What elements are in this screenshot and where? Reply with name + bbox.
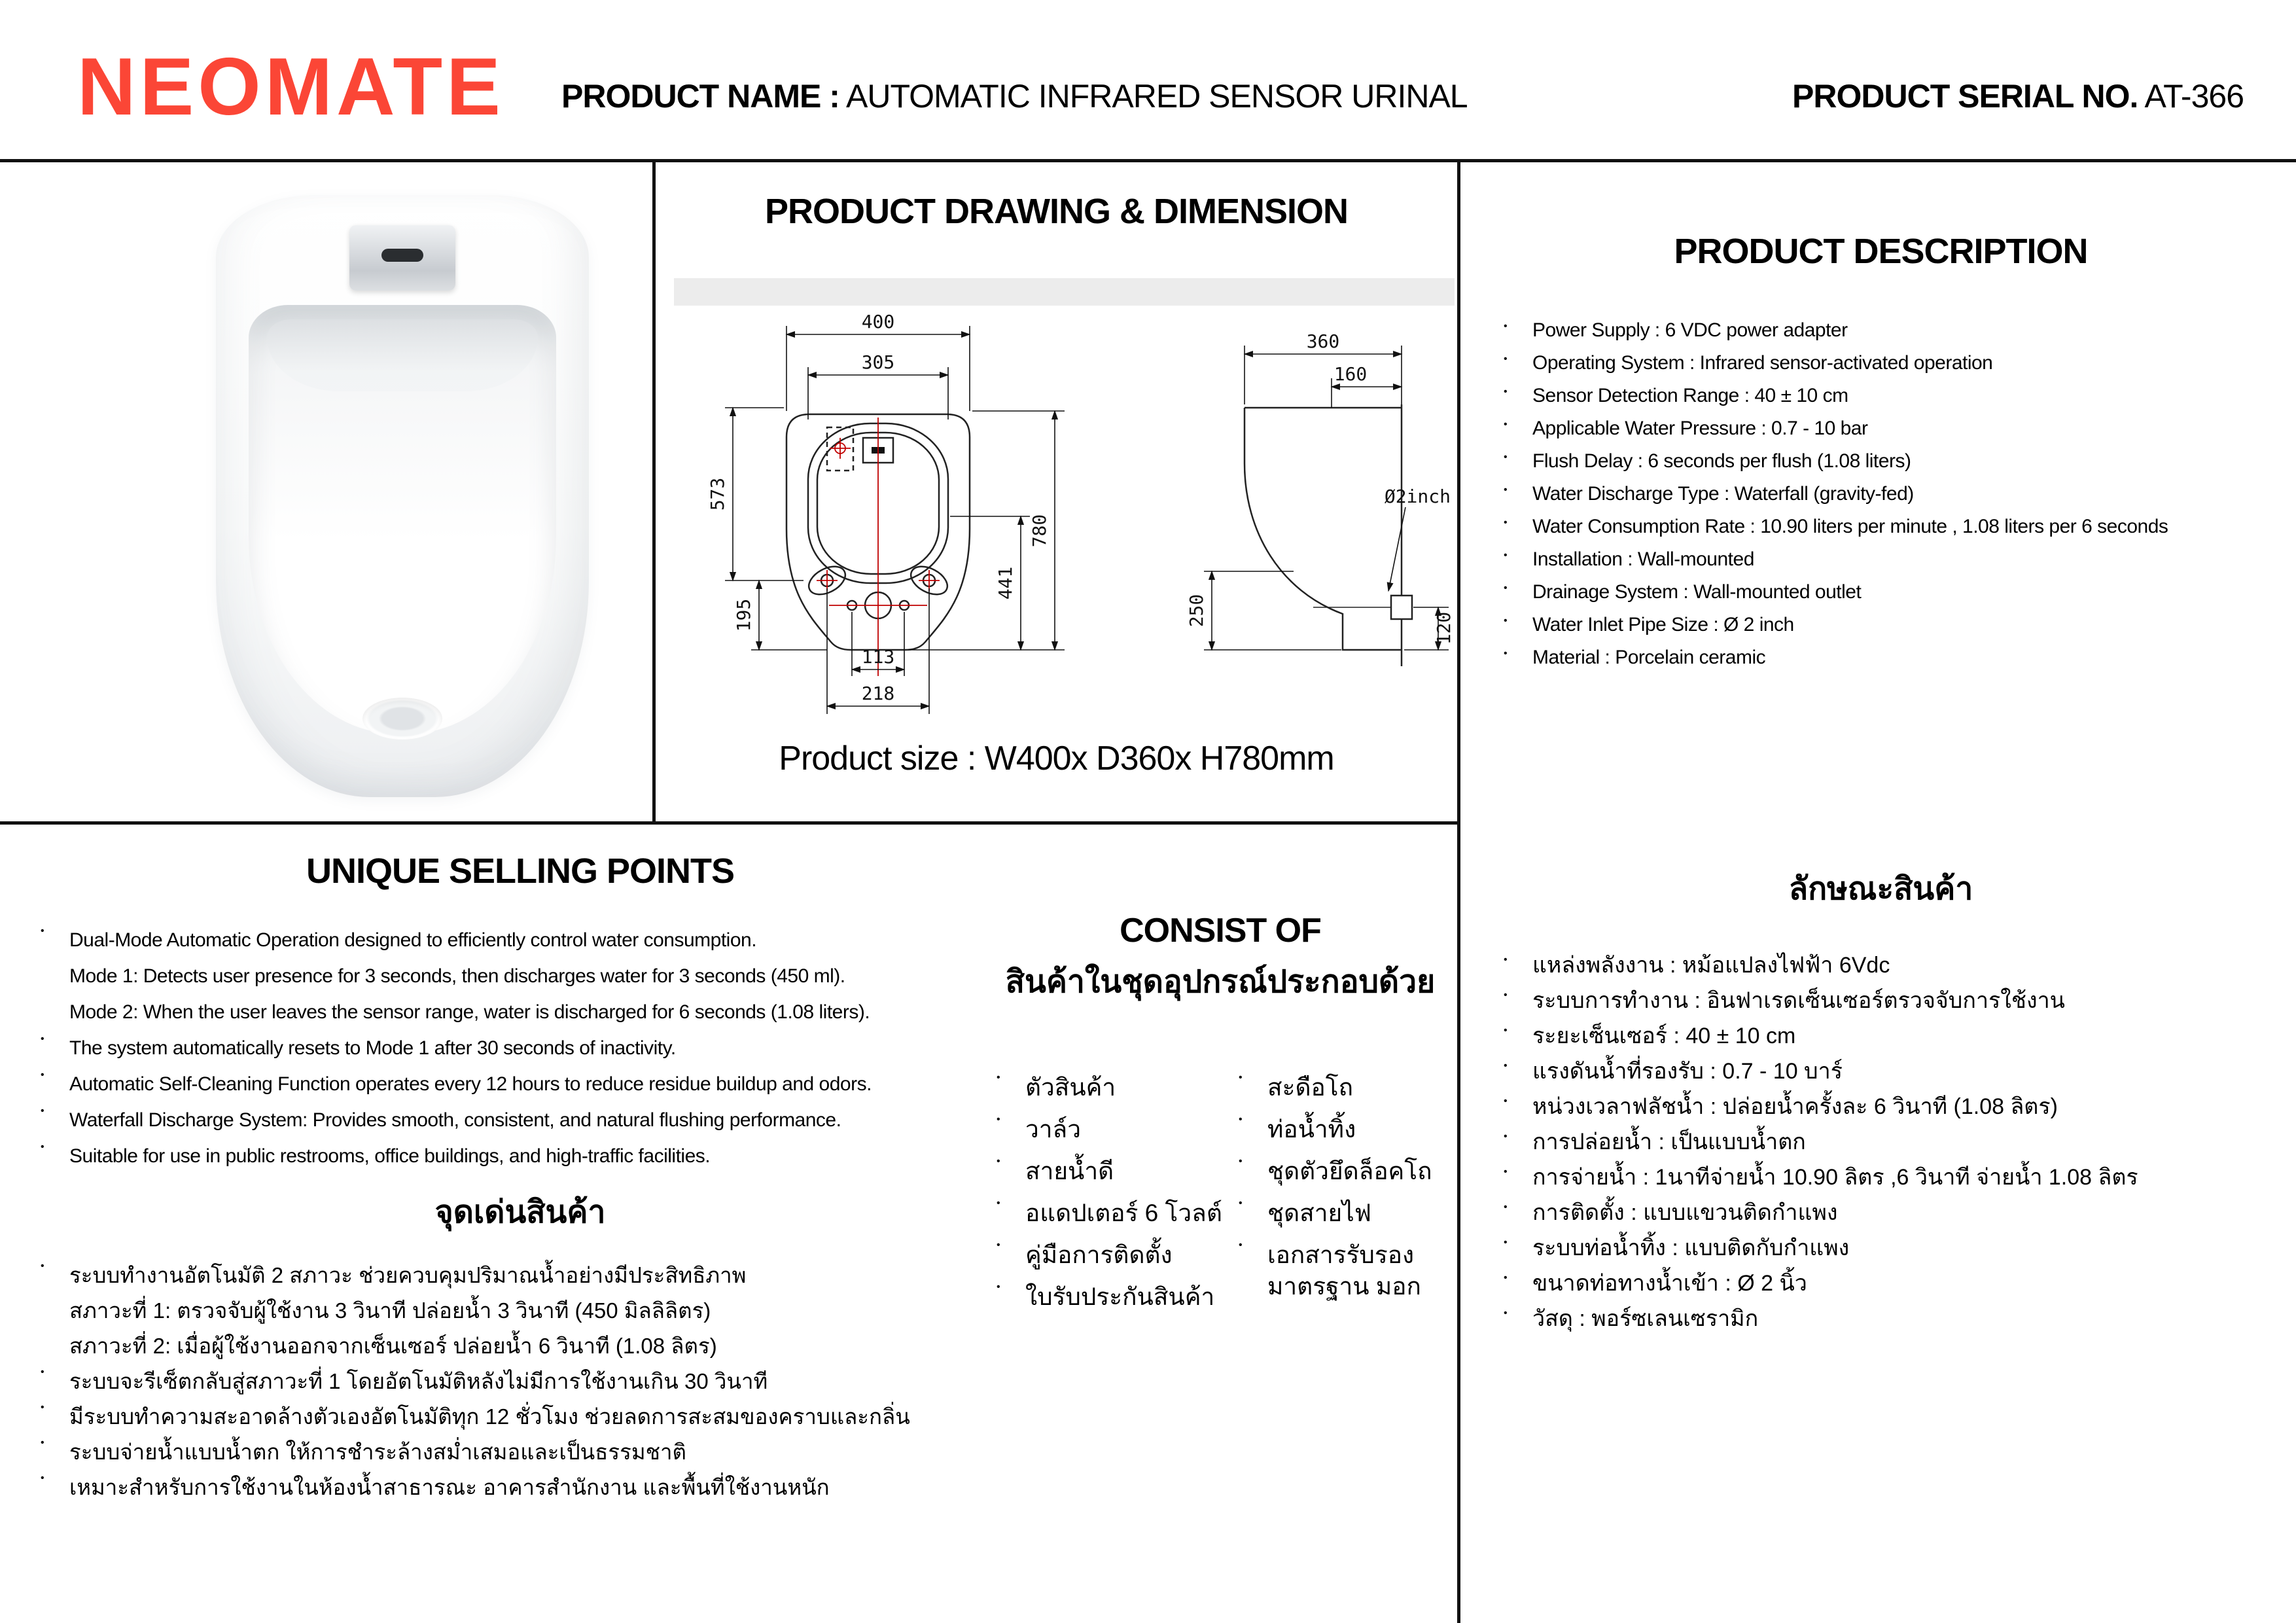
description-item: • Sensor Detection Range : 40 ± 10 cm bbox=[1504, 386, 2258, 406]
usp-thai-item: สภาวะที่ 1: ตรวจจับผู้ใช้งาน 3 วินาที ปล่อยน้ำ 3 วินาที (450 มิลลิลิตร) bbox=[69, 1298, 711, 1323]
bullet-icon bbox=[1239, 1114, 1267, 1126]
bullet-icon bbox=[1504, 615, 1532, 627]
usp-list bbox=[41, 925, 941, 1171]
bullet-icon bbox=[1504, 321, 1532, 332]
usp-item: Mode 2: When the user leaves the sensor range, water is discharged for 6 seconds (1.08 liters). bbox=[69, 1001, 870, 1023]
description-item: • Drainage System : Wall-mounted outlet bbox=[1504, 582, 2258, 602]
usp-thai-item: • ระบบทำงานอัตโนมัติ 2 สภาวะ ช่วยควบคุมปริมาณน้ำอย่างมีประสิทธิภาพ bbox=[41, 1260, 941, 1291]
bullet-icon bbox=[997, 1156, 1025, 1168]
consist-item: • ชุดตัวยึดล็อคโถ bbox=[1239, 1156, 1441, 1187]
bullet-icon bbox=[1239, 1240, 1267, 1251]
bullet-icon bbox=[41, 1033, 69, 1045]
usp-thai-item: • เหมาะสำหรับการใช้งานในห้องน้ำสาธารณะ อาคารสำนักงาน และพื้นที่ใช้งานหนัก bbox=[41, 1472, 941, 1503]
usp-thai-item: • ระบบจ่ายน้ำแบบน้ำตก ให้การชำระล้างสม่ำเสมอและเป็นธรรมชาติ bbox=[41, 1437, 941, 1467]
bullet-icon bbox=[41, 1141, 69, 1153]
product-serial bbox=[1792, 77, 2244, 115]
description-item: • Water Inlet Pipe Size : Ø 2 inch bbox=[1504, 615, 2258, 635]
svg-text:441: 441 bbox=[995, 566, 1016, 600]
svg-text:Ø2inch: Ø2inch bbox=[1384, 486, 1451, 507]
side-view bbox=[1245, 404, 1412, 666]
description-item: • Water Consumption Rate : 10.90 liters per minute , 1.08 liters per 6 seconds bbox=[1504, 517, 2258, 537]
bullet-icon bbox=[1504, 954, 1532, 966]
bullet-icon bbox=[1239, 1072, 1267, 1084]
urinal-drain bbox=[362, 698, 442, 740]
usp-thai-item: สภาวะที่ 2: เมื่อผู้ใช้งานออกจากเซ็นเซอร์ ปล่อยน้ำ 6 วินาที (1.08 ลิตร) bbox=[69, 1334, 717, 1358]
svg-text:400: 400 bbox=[861, 311, 895, 332]
consist-item: • คู่มือการติดตั้ง bbox=[997, 1240, 1239, 1271]
description-item: • Flush Delay : 6 seconds per flush (1.08 liters) bbox=[1504, 452, 2258, 471]
usp-item: Mode 1: Detects user presence for 3 seconds, then discharges water for 3 seconds (450 ml). bbox=[69, 965, 845, 987]
front-dimensions bbox=[725, 326, 1065, 714]
bullet-icon bbox=[1504, 1025, 1532, 1037]
consist-panel bbox=[973, 825, 1457, 1623]
bullet-icon bbox=[1504, 550, 1532, 562]
svg-text:780: 780 bbox=[1029, 514, 1050, 548]
description-item: • Material : Porcelain ceramic bbox=[1504, 648, 2258, 668]
svg-text:113: 113 bbox=[861, 646, 895, 668]
bullet-icon bbox=[41, 1437, 69, 1449]
bullet-icon bbox=[41, 1402, 69, 1414]
svg-text:218: 218 bbox=[861, 683, 895, 704]
thai-spec-item: • แหล่งพลังงาน : หม้อแปลงไฟฟ้า 6Vdc bbox=[1504, 954, 2258, 976]
thai-spec-item: • ระยะเซ็นเซอร์ : 40 ± 10 cm bbox=[1504, 1025, 2258, 1047]
thai-spec-item: • หน่วงเวลาฟลัชน้ำ : ปล่อยน้ำครั้งละ 6 วินาที (1.08 ลิตร) bbox=[1504, 1096, 2258, 1118]
description-item: • Operating System : Infrared sensor-activated operation bbox=[1504, 353, 2258, 373]
consist-item: • ใบรับประกันสินค้า bbox=[997, 1281, 1239, 1313]
bullet-icon bbox=[1504, 1202, 1532, 1213]
usp-title: UNIQUE SELLING POINTS bbox=[306, 851, 735, 891]
bullet-icon bbox=[41, 1472, 69, 1484]
usp-item: • Dual-Mode Automatic Operation designed to efficiently control water consumption. bbox=[41, 925, 941, 955]
description-title: PRODUCT DESCRIPTION bbox=[1674, 232, 2088, 271]
svg-text:573: 573 bbox=[707, 477, 728, 511]
consist-item: • เอกสารรับรอง มาตรฐาน มอก bbox=[1239, 1240, 1441, 1302]
bullet-icon bbox=[1504, 452, 1532, 463]
bullet-icon bbox=[1504, 1308, 1532, 1319]
centerlines bbox=[817, 418, 940, 676]
description-item: • Water Discharge Type : Waterfall (gravity-fed) bbox=[1504, 484, 2258, 504]
bullet-icon bbox=[1504, 1166, 1532, 1178]
sensor-plate bbox=[349, 225, 455, 291]
svg-text:195: 195 bbox=[733, 598, 754, 632]
bullet-icon bbox=[1504, 1131, 1532, 1143]
thai-spec-item: • วัสดุ : พอร์ซเลนเซรามิก bbox=[1504, 1308, 2258, 1330]
scan-band bbox=[674, 278, 1455, 306]
bullet-icon bbox=[997, 1240, 1025, 1251]
consist-item: • ชุดสายไฟ bbox=[1239, 1198, 1441, 1229]
consist-col-right bbox=[1239, 1072, 1441, 1323]
bullet-icon bbox=[1504, 1272, 1532, 1284]
bullet-icon bbox=[1504, 1060, 1532, 1072]
product-name bbox=[561, 77, 1468, 115]
thai-spec-item: • ขนาดท่อทางน้ำเข้า : Ø 2 นิ้ว bbox=[1504, 1272, 2258, 1294]
description-list bbox=[1504, 321, 2258, 668]
description-item: • Power Supply : 6 VDC power adapter bbox=[1504, 321, 2258, 340]
svg-text:120: 120 bbox=[1433, 611, 1455, 645]
svg-text:360: 360 bbox=[1306, 330, 1340, 352]
usp-thai-list bbox=[41, 1260, 941, 1503]
urinal-bowl bbox=[249, 305, 556, 734]
product-photo-panel bbox=[0, 162, 652, 821]
usp-item: • The system automatically resets to Mode 1 after 30 seconds of inactivity. bbox=[41, 1033, 941, 1063]
bullet-icon bbox=[1504, 353, 1532, 365]
technical-drawing bbox=[656, 310, 1457, 741]
thai-spec-item: • การปล่อยน้ำ : เป็นแบบน้ำตก bbox=[1504, 1131, 2258, 1153]
svg-text:250: 250 bbox=[1186, 594, 1207, 628]
bullet-icon bbox=[1504, 386, 1532, 398]
usp-item: • Automatic Self-Cleaning Function operates every 12 hours to reduce residue buildup and odors. bbox=[41, 1069, 941, 1099]
bullet-icon bbox=[1504, 517, 1532, 529]
description-panel bbox=[1460, 162, 2296, 1623]
drawing-panel bbox=[656, 162, 1457, 821]
bullet-icon bbox=[41, 925, 69, 937]
bullet-icon bbox=[41, 1366, 69, 1378]
consist-title: CONSIST OF bbox=[1120, 912, 1321, 950]
usp-item: • Suitable for use in public restrooms, office buildings, and high-traffic facilities. bbox=[41, 1141, 941, 1171]
bullet-icon bbox=[1504, 484, 1532, 496]
sensor-window bbox=[381, 249, 423, 262]
bullet-icon bbox=[41, 1260, 69, 1272]
thai-spec-item: • ระบบการทำงาน : อินฟาเรดเซ็นเซอร์ตรวจจับการใช้งาน bbox=[1504, 990, 2258, 1012]
product-size: Product size : W400x D360x H780mm bbox=[779, 740, 1334, 777]
thai-spec-item: • การติดตั้ง : แบบแขวนติดกำแพง bbox=[1504, 1202, 2258, 1224]
bullet-icon bbox=[41, 1105, 69, 1117]
svg-text:305: 305 bbox=[861, 351, 895, 373]
bullet-icon bbox=[1504, 419, 1532, 431]
usp-thai-title: จุดเด่นสินค้า bbox=[434, 1195, 606, 1230]
usp-item: • Waterfall Discharge System: Provides smooth, consistent, and natural flushing performance. bbox=[41, 1105, 941, 1135]
product-photo bbox=[216, 195, 589, 797]
consist-item: • วาล์ว bbox=[997, 1114, 1239, 1145]
thai-spec-item: • แรงดันน้ำที่รองรับ : 0.7 - 10 บาร์ bbox=[1504, 1060, 2258, 1082]
consist-item: • สายน้ำดี bbox=[997, 1156, 1239, 1187]
usp-panel bbox=[0, 825, 970, 1623]
thai-spec-list bbox=[1504, 954, 2258, 1330]
usp-thai-item: • มีระบบทำความสะอาดล้างตัวเองอัตโนมัติทุก 12 ชั่วโมง ช่วยลดการสะสมของคราบและกลิ่น bbox=[41, 1402, 941, 1432]
bullet-icon bbox=[997, 1114, 1025, 1126]
bullet-icon bbox=[1504, 990, 1532, 1001]
consist-subtitle: สินค้าในชุดอุปกรณ์ประกอบด้วย bbox=[1005, 965, 1436, 999]
description-item: • Installation : Wall-mounted bbox=[1504, 550, 2258, 569]
bullet-icon bbox=[997, 1072, 1025, 1084]
serial-label: PRODUCT SERIAL NO. bbox=[1792, 78, 2138, 115]
bullet-icon bbox=[1504, 648, 1532, 660]
thai-spec-item: • ระบบท่อน้ำทิ้ง : แบบติดกับกำแพง bbox=[1504, 1237, 2258, 1259]
brand-logo: NEOMATE bbox=[77, 42, 504, 132]
product-name-label: PRODUCT NAME : bbox=[561, 78, 839, 115]
bullet-icon bbox=[1239, 1198, 1267, 1209]
bullet-icon bbox=[997, 1281, 1025, 1293]
thai-spec-item: • การจ่ายน้ำ : 1นาทีจ่ายน้ำ 10.90 ลิตร ,6 วินาที จ่ายน้ำ 1.08 ลิตร bbox=[1504, 1166, 2258, 1188]
consist-item: • ท่อน้ำทิ้ง bbox=[1239, 1114, 1441, 1145]
bullet-icon bbox=[1239, 1156, 1267, 1168]
consist-col-left bbox=[997, 1072, 1239, 1323]
serial-value: AT-366 bbox=[2144, 78, 2244, 115]
urinal-rim bbox=[267, 319, 538, 391]
consist-item: • สะดือโถ bbox=[1239, 1072, 1441, 1103]
bullet-icon bbox=[1504, 582, 1532, 594]
drawing-title: PRODUCT DRAWING & DIMENSION bbox=[765, 192, 1348, 231]
consist-item: • อแดปเตอร์ 6 โวลต์ bbox=[997, 1198, 1239, 1229]
bullet-icon bbox=[1504, 1096, 1532, 1107]
description-item: • Applicable Water Pressure : 0.7 - 10 bar bbox=[1504, 419, 2258, 438]
svg-text:160: 160 bbox=[1333, 363, 1368, 385]
bullet-icon bbox=[1504, 1237, 1532, 1249]
thai-spec-title: ลักษณะสินค้า bbox=[1788, 872, 1973, 906]
bullet-icon bbox=[997, 1198, 1025, 1209]
consist-item: • ตัวสินค้า bbox=[997, 1072, 1239, 1103]
bullet-icon bbox=[41, 1069, 69, 1081]
usp-thai-item: • ระบบจะรีเซ็ตกลับสู่สภาวะที่ 1 โดยอัตโนมัติหลังไม่มีการใช้งานเกิน 30 วินาที bbox=[41, 1366, 941, 1397]
product-name-value: AUTOMATIC INFRARED SENSOR URINAL bbox=[846, 78, 1468, 115]
